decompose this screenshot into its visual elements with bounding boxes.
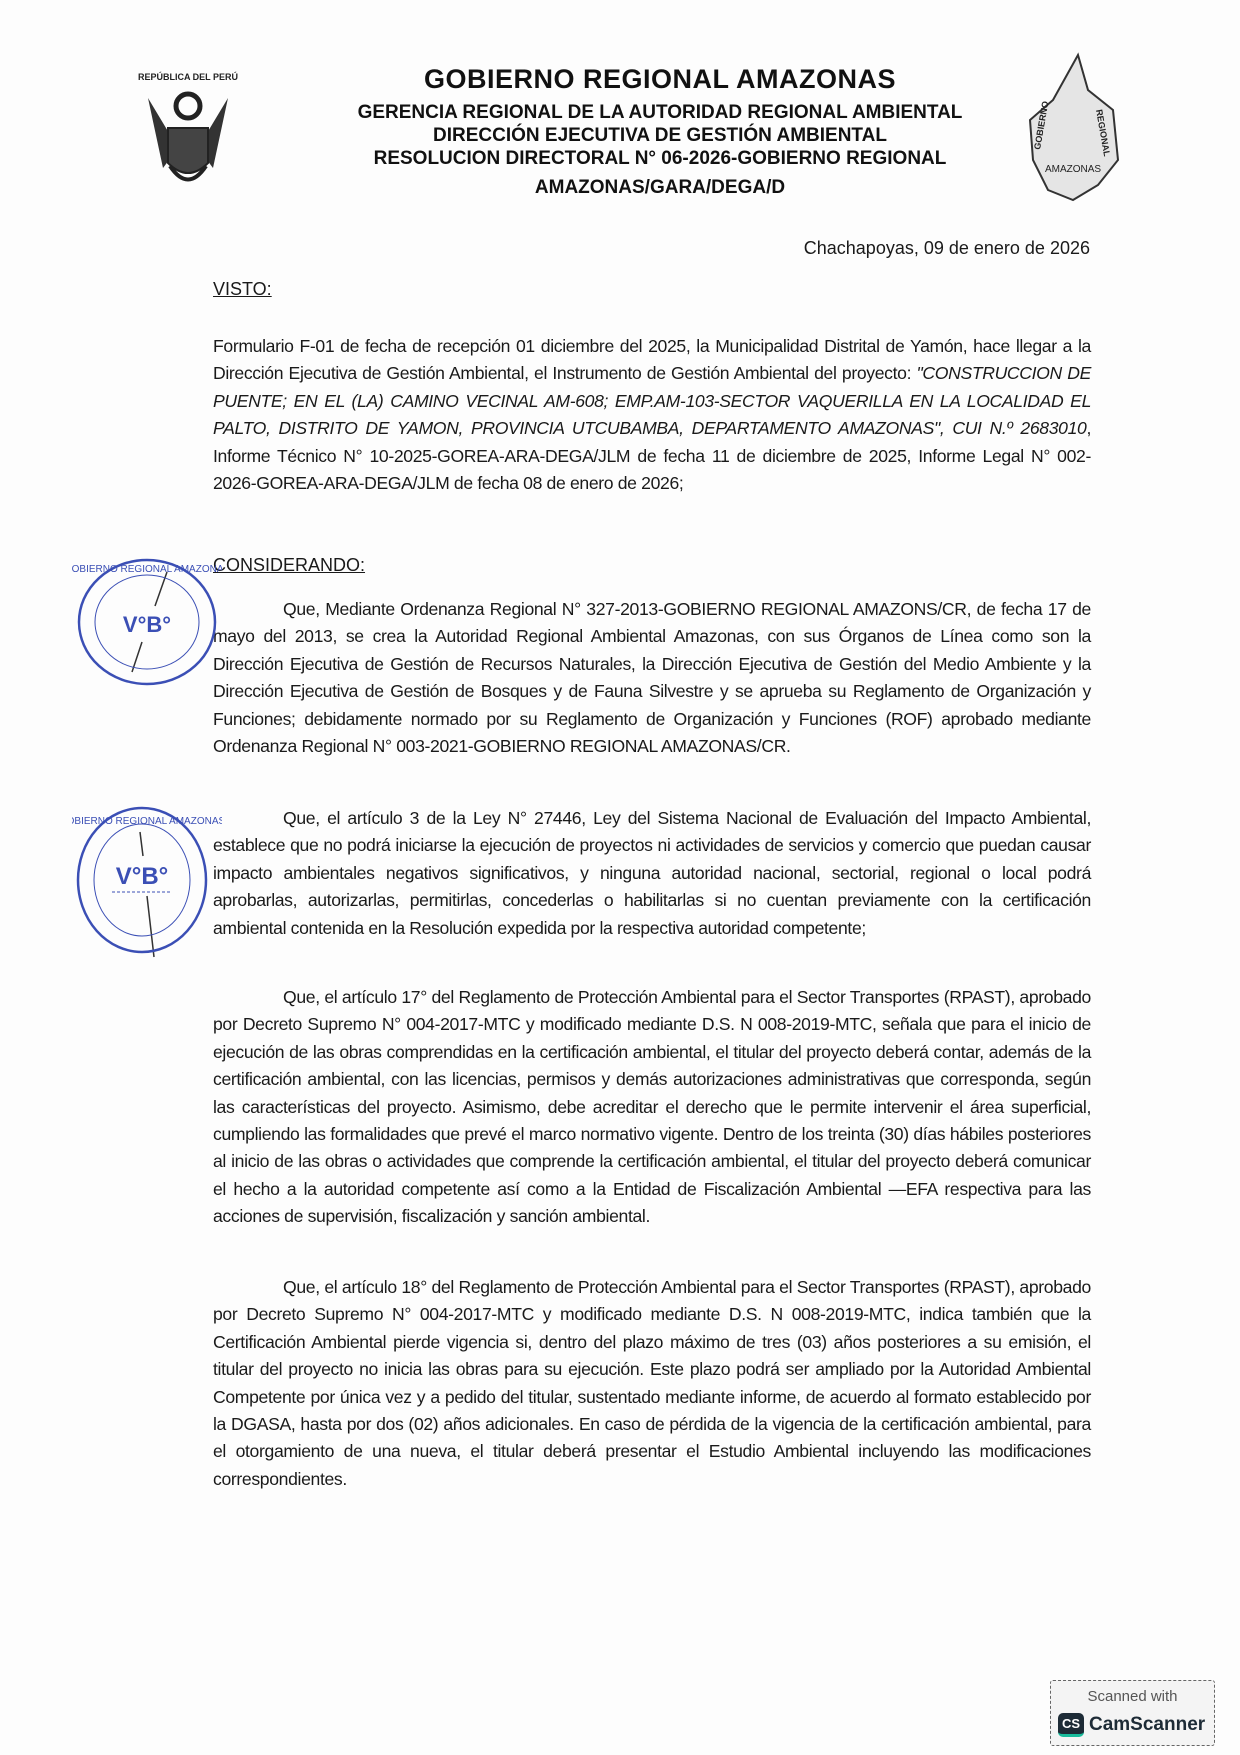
approval-stamp-1 — [72, 552, 222, 702]
visto-paragraph — [213, 333, 1091, 497]
visto-text-end: , Informe Técnico N° 10-2025-GOREA-ARA-DEGA/JLM de fecha 11 de diciembre de 2025, Informe Legal N° 002-2026-GOREA-ARA-DEGA/JLM de fecha 08 de enero de 2026; — [213, 418, 1091, 494]
approval-stamp-2 — [72, 802, 222, 952]
visto-text-start: Formulario F-01 de fecha de recepción 01 diciembre del 2025, la Municipalidad Distrital de Yamón, hace llegar a la Dirección Ejecutiva de Gestión Ambiental, el Instrumento de Gestión Ambiental del proyecto: — [213, 336, 1091, 384]
considerando-paragraph-2: Que, el artículo 3 de la Ley N° 27446, Ley del Sistema Nacional de Evaluación del Impacto Ambiental, establece que no podrá iniciarse la ejecución de proyectos ni actividades de servicios y comercio que puedan causar impacto ambientales negativos significativos, y ninguna autoridad nacional, sectorial, regional o local podrá aprobarlas, autorizarlas, permitirlas, concederlas o habilitarlas si no cuentan previamente con la certificación ambiental contenida en la Resolución expedida por la respectiva autoridad competente; — [213, 808, 1091, 938]
peru-coat-of-arms-logo — [128, 58, 248, 188]
watermark-brand: CamScanner — [1089, 1714, 1206, 1735]
camscanner-logo-icon: CS — [1058, 1713, 1084, 1737]
svg-text:REGIONAL: REGIONAL — [1094, 108, 1113, 158]
resolution-number: RESOLUCION DIRECTORAL N° 06-2026-GOBIERNO REGIONAL — [373, 148, 947, 169]
resolution-number-cont: AMAZONAS/GARA/DEGA/D — [534, 177, 786, 198]
visto-heading: VISTO: — [213, 279, 272, 299]
considerando-paragraph-3: Que, el artículo 17° del Reglamento de Protección Ambiental para el Sector Transportes (RPAST), aprobado por Decreto Supremo N° 004-2017-MTC y modificado mediante D.S. N 008-2019-MTC, señala que para el inicio de ejecución de las obras comprendidas en la certificación ambiental, el titular del proyecto deberá contar, además de la certificación ambiental, con las licencias, permisos y demás autorizaciones administrativas que corresponda, según las características del proyecto. Asimismo, debe acreditar el derecho que le permite intervenir el área superficial, cumpliendo las formalidades que prevé el marco normativo vigente. Dentro de los treinta (30) días hábiles posteriores al inicio de las obras o actividades que comprende la certificación ambiental, el titular del proyecto deberá comunicar el hecho a la autoridad competente así como a la Entidad de Fiscalización Ambiental —EFA respectiva para las acciones de supervisión, fiscalización y sanción ambiental. — [213, 987, 1091, 1227]
watermark-caption: Scanned with — [1087, 1688, 1178, 1705]
svg-text:GOBIERNO REGIONAL AMAZONAS: GOBIERNO REGIONAL AMAZONAS — [72, 816, 222, 827]
svg-text:GOBIERNO: GOBIERNO — [1032, 100, 1051, 151]
svg-text:REPÚBLICA DEL PERÚ: REPÚBLICA DEL PERÚ — [137, 72, 239, 82]
considerando-heading: CONSIDERANDO: — [213, 555, 366, 575]
svg-text:V°B°: V°B° — [122, 612, 172, 637]
camscanner-watermark — [1050, 1680, 1215, 1746]
project-name: "CONSTRUCCION DE PUENTE; EN EL (LA) CAMINO VECINAL AM-608; EMP.AM-103-SECTOR VAQUERILLA EN LA LOCALIDAD EL PALTO, DISTRITO DE YAMON, PROVINCIA UTCUBAMBA, DEPARTAMENTO AMAZONAS", CUI N.º 2683010 — [213, 363, 1091, 439]
considerando-paragraph-1: Que, Mediante Ordenanza Regional N° 327-2013-GOBIERNO REGIONAL AMAZONS/CR, de fecha 17 de mayo del 2013, se crea la Autoridad Regional Ambiental Amazonas, con sus Órganos de Línea como son la Dirección Ejecutiva de Gestión de Recursos Naturales, la Dirección Ejecutiva de Gestión del Medio Ambiente y la Dirección Ejecutiva de Gestión de Bosques y de Fauna Silvestre y se aprueba su Reglamento de Organización y Funciones; debidamente normado por su Reglamento de Organización y Funciones (ROF) aprobado mediante Ordenanza Regional N° 003-2021-GOBIERNO REGIONAL AMAZONAS/CR. — [213, 599, 1091, 757]
svg-text:GOBIERNO REGIONAL AMAZONAS: GOBIERNO REGIONAL AMAZONAS — [72, 564, 222, 575]
document-date: Chachapoyas, 09 de enero de 2026 — [803, 238, 1090, 258]
header-line-2: DIRECCIÓN EJECUTIVA DE GESTIÓN AMBIENTAL — [433, 125, 887, 146]
svg-text:V°B°: V°B° — [115, 863, 169, 890]
svg-text:AMAZONAS: AMAZONAS — [1044, 164, 1102, 175]
organization-title: GOBIERNO REGIONAL AMAZONAS — [423, 64, 896, 94]
amazonas-region-logo — [1018, 50, 1138, 180]
considerando-paragraph-4: Que, el artículo 18° del Reglamento de Protección Ambiental para el Sector Transportes (RPAST), aprobado por Decreto Supremo N° 004-2017-MTC y modificado mediante D.S. N 008-2019-MTC, indica también que la Certificación Ambiental pierde vigencia si, dentro del plazo máximo de tres (03) años posteriores a su emisión, el titular del proyecto no inicia las obras para su ejecución. Este plazo podrá ser ampliado por la Autoridad Ambiental Competente por única vez y a pedido del titular, sustentado mediante informe, de acuerdo al formato establecido por la DGASA, hasta por dos (02) años adicionales. En caso de pérdida de la vigencia de la certificación ambiental, para el otorgamiento de una nueva, el titular deberá presentar el Estudio Ambiental incluyendo las modificaciones correspondientes. — [213, 1277, 1091, 1489]
header-line-1: GERENCIA REGIONAL DE LA AUTORIDAD REGIONAL AMBIENTAL — [357, 102, 963, 123]
